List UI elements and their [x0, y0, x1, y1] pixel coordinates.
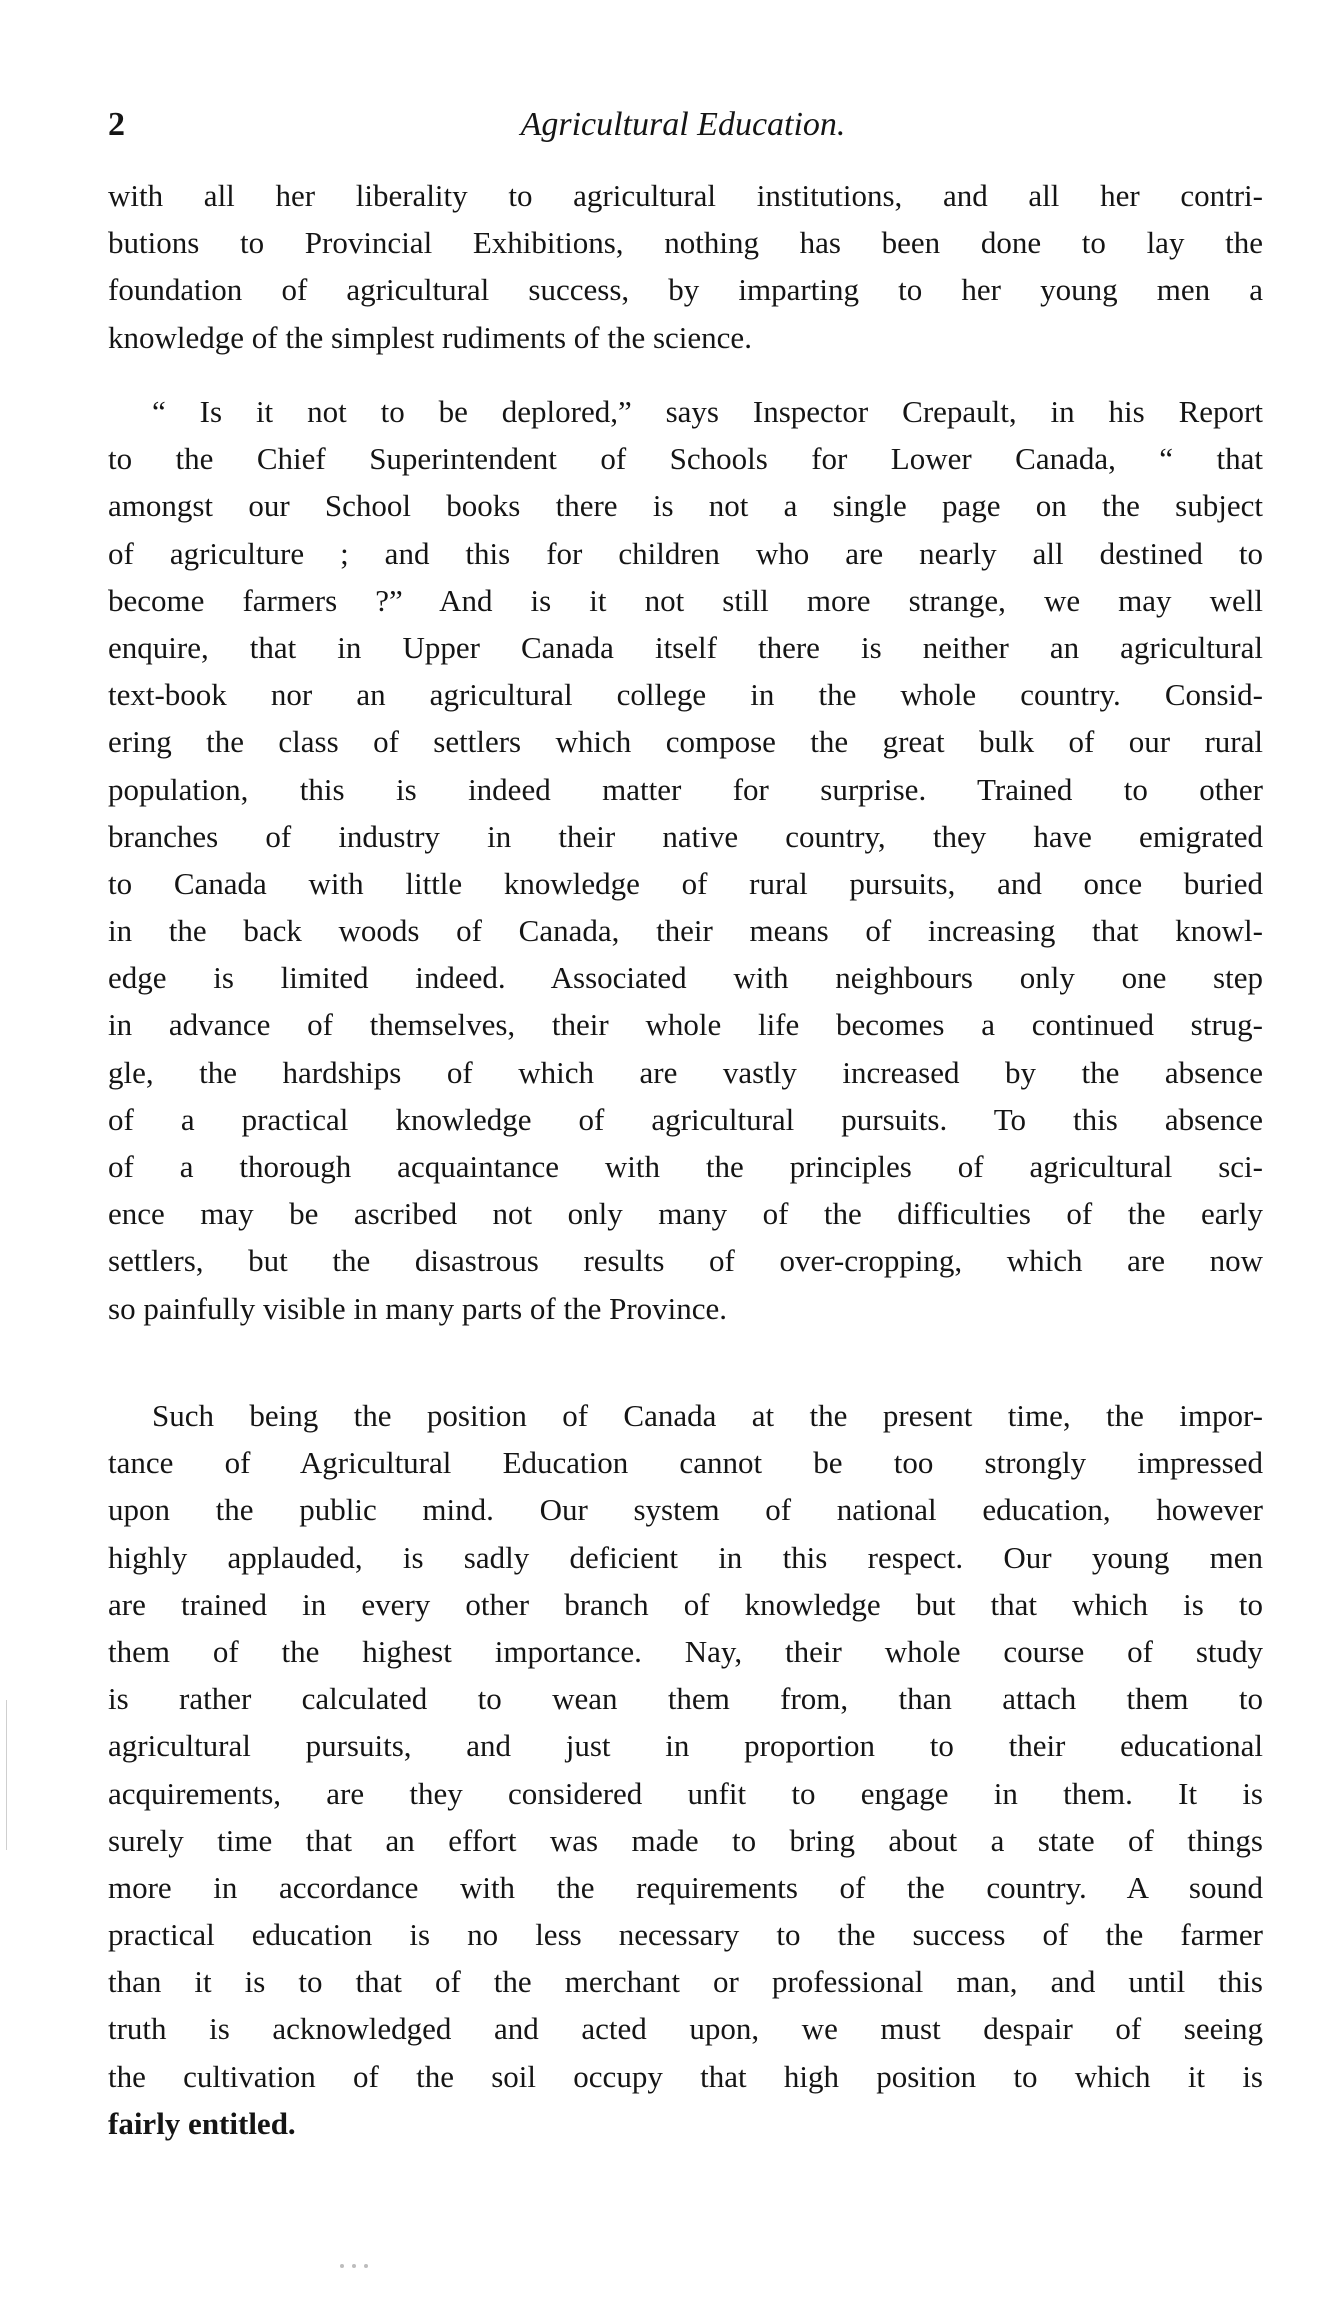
text-line: foundation of agricultural success, by imparting to her young men a [108, 272, 1263, 308]
text-line: is rather calculated to wean them from, than attach them to [108, 1681, 1263, 1717]
text-line: upon the public mind. Our system of national education, however [108, 1492, 1263, 1528]
text-line: practical education is no less necessary to the success of the farmer [108, 1917, 1263, 1953]
text-line: in the back woods of Canada, their means of increasing that knowl- [108, 913, 1263, 949]
text-line: them of the highest importance. Nay, their whole course of study [108, 1633, 1263, 1669]
scan-specks [340, 2264, 370, 2270]
text-line: gle, the hardships of which are vastly increased by the absence [108, 1054, 1263, 1090]
scan-margin-mark [6, 1700, 7, 1850]
page-number: 2 [108, 106, 125, 143]
text-line: to Canada with little knowledge of rural pursuits, and once buried [108, 865, 1263, 901]
paragraph-3 [108, 1392, 1263, 2147]
text-line: fairly entitled. [108, 2105, 296, 2141]
text-line: surely time that an effort was made to bring about a state of things [108, 1822, 1263, 1858]
text-line: edge is limited indeed. Associated with neighbours only one step [108, 960, 1263, 996]
text-line: tance of Agricultural Education cannot be too strongly impressed [108, 1445, 1263, 1481]
text-line: become farmers ?” And is it not still more strange, we may well [108, 582, 1263, 618]
text-line: text-book nor an agricultural college in the whole country. Consid- [108, 677, 1263, 713]
text-line: enquire, that in Upper Canada itself there is neither an agricultural [108, 629, 1263, 665]
text-line: “ Is it not to be deplored,” says Inspector Crepault, in his Report [152, 394, 1263, 429]
text-line: truth is acknowledged and acted upon, we must despair of seeing [108, 2011, 1263, 2047]
text-line: more in accordance with the requirements of the country. A sound [108, 1869, 1263, 1905]
text-line: ering the class of settlers which compose the great bulk of our rural [108, 724, 1263, 760]
text-line: of a thorough acquaintance with the principles of agricultural sci- [108, 1149, 1263, 1184]
text-line: population, this is indeed matter for surprise. Trained to other [108, 771, 1263, 807]
text-line: so painfully visible in many parts of the Province. [108, 1290, 728, 1326]
text-line: are trained in every other branch of knowledge but that which is to [108, 1586, 1263, 1622]
paragraph-2 [108, 388, 1263, 1332]
text-line: amongst our School books there is not a single page on the subject [108, 488, 1263, 524]
running-title: Agricultural Education. [520, 106, 846, 143]
text-line: knowledge of the simplest rudiments of the science. [108, 319, 752, 355]
text-line: butions to Provincial Exhibitions, nothing has been done to lay the [108, 225, 1263, 261]
text-line: than it is to that of the merchant or professional man, and until this [108, 1964, 1263, 2000]
text-line: of a practical knowledge of agricultural pursuits. To this absence [108, 1101, 1263, 1137]
text-line: of agriculture ; and this for children who are nearly all destined to [108, 535, 1263, 571]
running-head [108, 100, 1258, 150]
text-line: with all her liberality to agricultural institutions, and all her contri- [108, 178, 1263, 213]
text-line: acquirements, are they considered unfit to engage in them. It is [108, 1775, 1263, 1811]
text-line: the cultivation of the soil occupy that high position to which it is [108, 2058, 1263, 2094]
text-line: Such being the position of Canada at the present time, the impor- [152, 1398, 1263, 1433]
text-line: ence may be ascribed not only many of the difficulties of the early [108, 1196, 1263, 1232]
text-line: settlers, but the disastrous results of over-cropping, which are now [108, 1243, 1263, 1279]
text-line: agricultural pursuits, and just in proportion to their educational [108, 1728, 1263, 1764]
text-line: branches of industry in their native country, they have emigrated [108, 818, 1263, 854]
text-line: to the Chief Superintendent of Schools for Lower Canada, “ that [108, 441, 1263, 477]
paragraph-1 [108, 172, 1263, 361]
text-line: highly applauded, is sadly deficient in this respect. Our young men [108, 1539, 1263, 1575]
text-line: in advance of themselves, their whole life becomes a continued strug- [108, 1007, 1263, 1043]
